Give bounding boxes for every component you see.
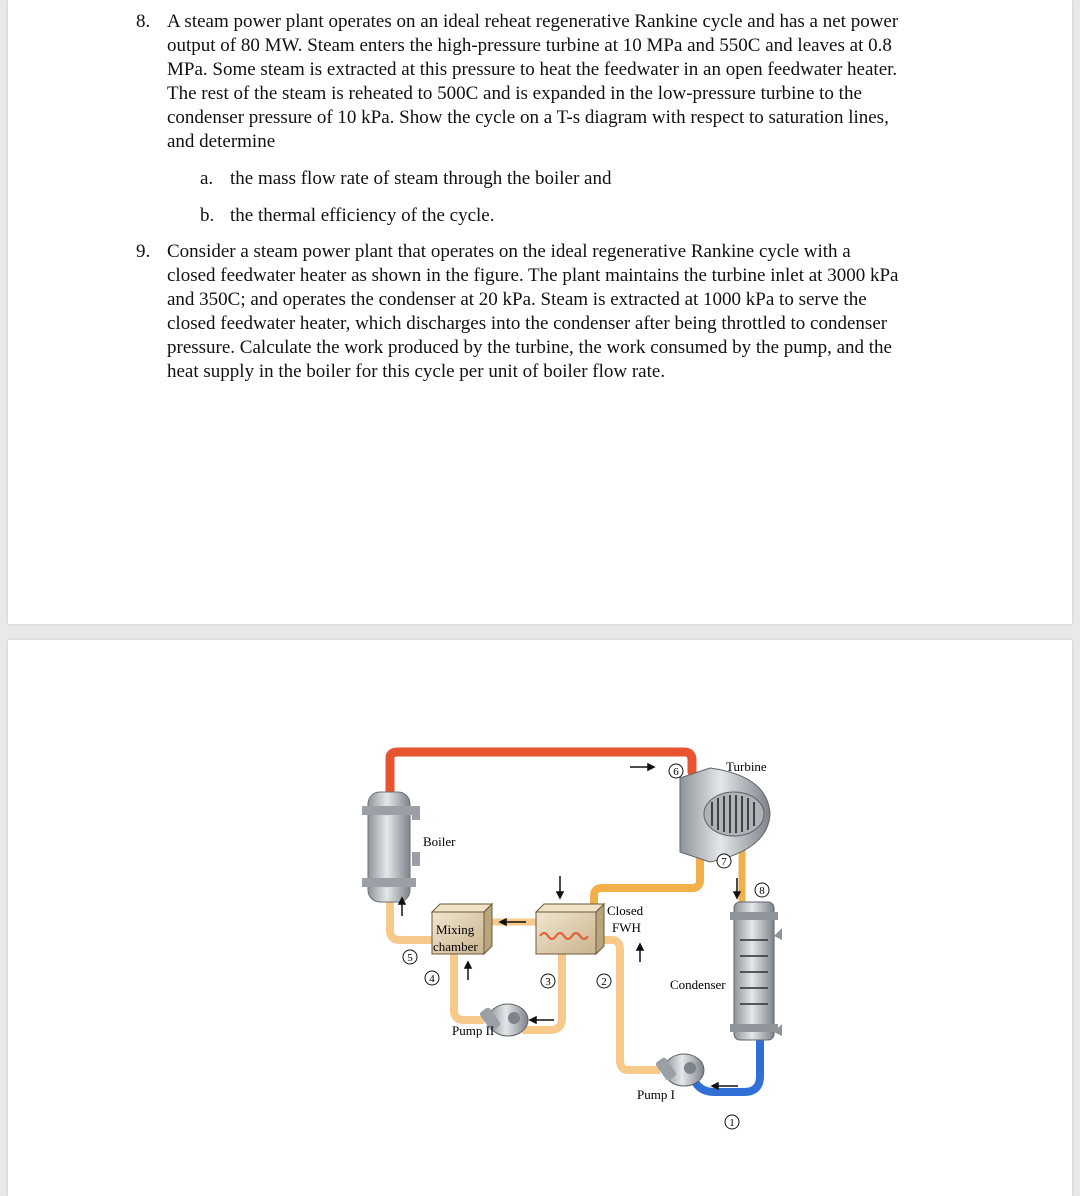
svg-text:4: 4 — [429, 973, 435, 985]
problem-text-line: closed feedwater heater, which discharges into the condenser after being throttled to condenser — [167, 313, 888, 334]
state-marker-2 — [597, 974, 611, 988]
state-marker-1 — [725, 1115, 739, 1129]
svg-text:3: 3 — [545, 976, 551, 988]
sub-question-label: b. — [200, 205, 215, 226]
condenser — [730, 902, 782, 1040]
rankine-cycle-figure — [8, 640, 1072, 1196]
state-marker-4 — [425, 971, 439, 985]
svg-text:8: 8 — [759, 885, 765, 897]
problem-text-line: output of 80 MW. Steam enters the high-pressure turbine at 10 MPa and 550C and leaves at 0.8 — [167, 35, 892, 56]
svg-text:1: 1 — [729, 1117, 735, 1129]
problem-text-line: pressure. Calculate the work produced by the turbine, the work consumed by the pump, and the — [167, 337, 892, 358]
turbine — [680, 768, 770, 862]
problem-text-line: MPa. Some steam is extracted at this pressure to heat the feedwater in an open feedwater heater. — [167, 59, 898, 80]
problem-text-line: The rest of the steam is reheated to 500C and is expanded in the low-pressure turbine to the — [167, 83, 862, 104]
boiler-label: Boiler — [423, 834, 456, 849]
steam-pipe-hot — [390, 752, 692, 798]
pump-ii-label: Pump II — [452, 1023, 495, 1038]
problem-text-line: closed feedwater heater as shown in the figure. The plant maintains the turbine inlet at 3000 kPa — [167, 265, 899, 286]
fwh-label-closed: Closed — [607, 903, 644, 918]
problem-number: 8. — [136, 11, 151, 32]
condenser-label: Condenser — [670, 977, 726, 992]
closed-feedwater-heater — [536, 904, 604, 954]
state-marker-6 — [669, 764, 683, 778]
problem-text-line: condenser pressure of 10 kPa. Show the cycle on a T-s diagram with respect to saturation lines, — [167, 107, 889, 128]
pump-i — [655, 1054, 704, 1086]
problem-number: 9. — [136, 241, 151, 262]
sub-question-text: the thermal efficiency of the cycle. — [230, 205, 495, 226]
state-marker-8 — [755, 883, 769, 897]
svg-text:2: 2 — [601, 976, 607, 988]
sub-question-text: the mass flow rate of steam through the boiler and — [230, 168, 612, 189]
fwh-label-fwh: FWH — [612, 920, 641, 935]
problem-text-line: and determine — [167, 131, 276, 152]
document-page-1 — [8, 0, 1072, 624]
state-marker-3 — [541, 974, 555, 988]
mixing-chamber-label-1: Mixing — [436, 922, 475, 937]
document-page-2 — [8, 640, 1072, 1196]
problem-text-line: Consider a steam power plant that operates on the ideal regenerative Rankine cycle with a — [167, 241, 851, 262]
pump-i-label: Pump I — [637, 1087, 675, 1102]
problem-text-line: A steam power plant operates on an ideal reheat regenerative Rankine cycle and has a net power — [167, 11, 899, 32]
boiler — [362, 792, 420, 902]
state-marker-5 — [403, 950, 417, 964]
feedwater-pipe-2 — [600, 940, 660, 1070]
svg-text:7: 7 — [721, 856, 727, 868]
mixing-chamber-label-2: chamber — [433, 939, 478, 954]
condensate-pipe-1 — [694, 1038, 760, 1092]
svg-text:5: 5 — [407, 952, 413, 964]
state-marker-7 — [717, 854, 731, 868]
pump2-pipe-4 — [454, 952, 484, 1020]
problem-text-line: heat supply in the boiler for this cycle per unit of boiler flow rate. — [167, 361, 666, 382]
svg-text:6: 6 — [673, 766, 679, 778]
problem-text-line: and 350C; and operates the condenser at 20 kPa. Steam is extracted at 1000 kPa to serve the — [167, 289, 867, 310]
sub-question-label: a. — [200, 168, 214, 189]
turbine-label: Turbine — [726, 759, 767, 774]
